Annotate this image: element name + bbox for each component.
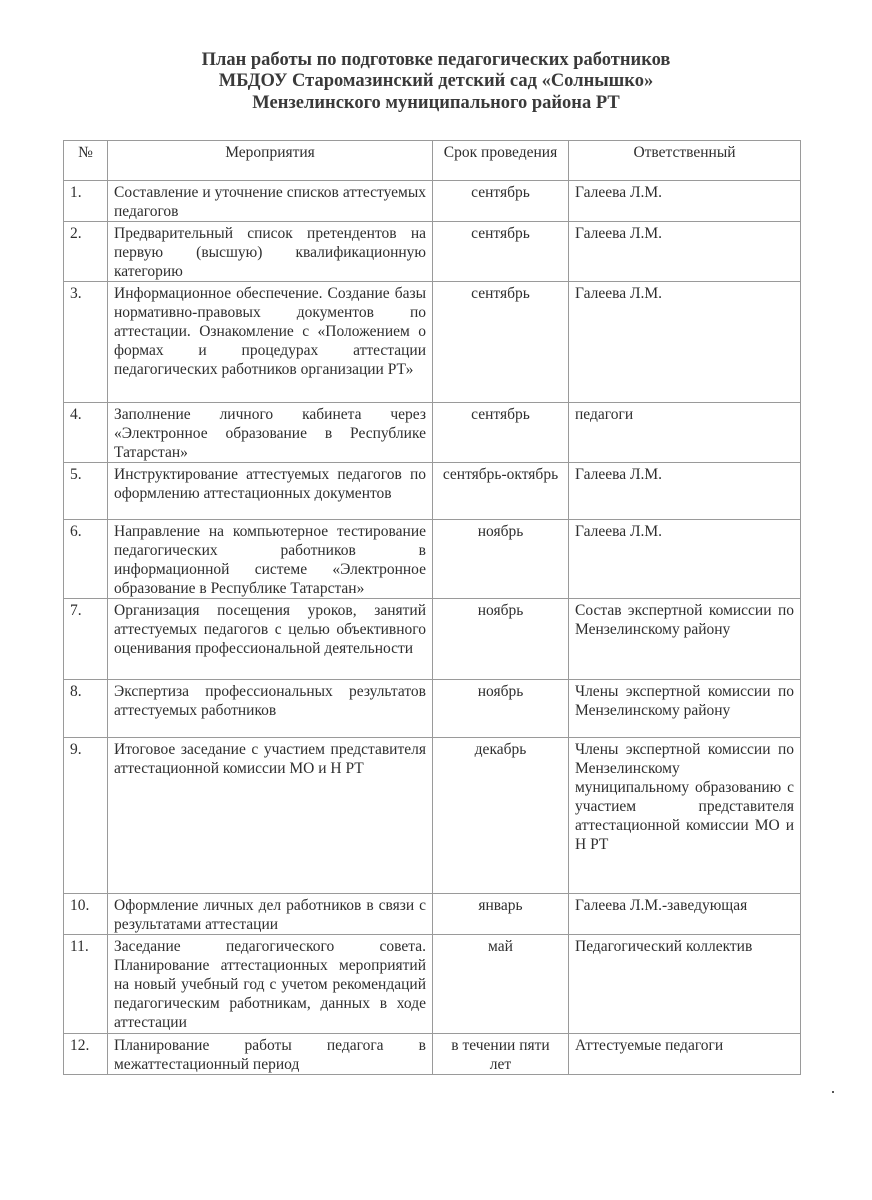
row-number: 8. xyxy=(64,680,108,738)
row-activity: Итоговое заседание с участием представителя аттестационной комиссии МО и Н РТ xyxy=(108,738,433,894)
table-row xyxy=(64,1034,801,1075)
row-responsible: Галеева Л.М. xyxy=(569,181,801,222)
plan-table xyxy=(63,140,801,1075)
row-activity: Информационное обеспечение. Создание базы нормативно-правовых документов по аттестации. Ознакомление с «Положением о формах и процедурах аттестации педагогических работников организации РТ» xyxy=(108,282,433,403)
row-responsible: Члены экспертной комиссии по Мензелинскому муниципальному образованию с участием представителя аттестационной комиссии МО и Н РТ xyxy=(569,738,801,894)
table-row xyxy=(64,599,801,680)
table-row xyxy=(64,935,801,1034)
row-number: 3. xyxy=(64,282,108,403)
row-term: ноябрь xyxy=(433,680,569,738)
row-term: в течении пяти лет xyxy=(433,1034,569,1075)
table-row xyxy=(64,680,801,738)
header-activity: Мероприятия xyxy=(108,141,433,181)
row-term: сентябрь xyxy=(433,282,569,403)
row-number: 2. xyxy=(64,222,108,282)
table-row xyxy=(64,463,801,520)
table-row xyxy=(64,181,801,222)
row-activity: Заседание педагогического совета. Планирование аттестационных мероприятий на новый учебный год с учетом рекомендаций педагогическим работникам, данных в ходе аттестации xyxy=(108,935,433,1034)
scan-speck xyxy=(832,1091,834,1093)
row-term: январь xyxy=(433,894,569,935)
table-row xyxy=(64,738,801,894)
document-title-line-3: Мензелинского муниципального района РТ xyxy=(252,93,620,113)
row-responsible: Галеева Л.М. xyxy=(569,282,801,403)
row-term: сентябрь xyxy=(433,222,569,282)
row-activity: Оформление личных дел работников в связи с результатами аттестации xyxy=(108,894,433,935)
row-term: ноябрь xyxy=(433,520,569,599)
row-number: 11. xyxy=(64,935,108,1034)
row-responsible: Состав экспертной комиссии по Мензелинскому району xyxy=(569,599,801,680)
row-activity: Планирование работы педагога в межаттестационный период xyxy=(108,1034,433,1075)
row-number: 7. xyxy=(64,599,108,680)
table-row xyxy=(64,894,801,935)
row-responsible: Галеева Л.М. xyxy=(569,463,801,520)
row-number: 1. xyxy=(64,181,108,222)
row-term: декабрь xyxy=(433,738,569,894)
table-row xyxy=(64,403,801,463)
row-number: 4. xyxy=(64,403,108,463)
row-responsible: Аттестуемые педагоги xyxy=(569,1034,801,1075)
table-row xyxy=(64,520,801,599)
row-number: 10. xyxy=(64,894,108,935)
row-activity: Составление и уточнение списков аттестуемых педагогов xyxy=(108,181,433,222)
header-responsible: Ответственный xyxy=(569,141,801,181)
row-activity: Предварительный список претендентов на первую (высшую) квалификационную категорию xyxy=(108,222,433,282)
row-number: 5. xyxy=(64,463,108,520)
row-responsible: Педагогический коллектив xyxy=(569,935,801,1034)
header-num: № xyxy=(64,141,108,181)
row-term: сентябрь xyxy=(433,403,569,463)
row-activity: Направление на компьютерное тестирование педагогических работников в информационной системе «Электронное образование в Республике Татарстан» xyxy=(108,520,433,599)
row-responsible: Члены экспертной комиссии по Мензелинскому району xyxy=(569,680,801,738)
row-activity: Инструктирование аттестуемых педагогов по оформлению аттестационных документов xyxy=(108,463,433,520)
row-responsible: Галеева Л.М. xyxy=(569,520,801,599)
document-title-line-1: План работы по подготовке педагогических работников xyxy=(201,50,671,70)
row-responsible: Галеева Л.М. xyxy=(569,222,801,282)
table-row xyxy=(64,222,801,282)
row-responsible: Галеева Л.М.-заведующая xyxy=(569,894,801,935)
row-number: 9. xyxy=(64,738,108,894)
row-number: 6. xyxy=(64,520,108,599)
row-responsible: педагоги xyxy=(569,403,801,463)
row-term: ноябрь xyxy=(433,599,569,680)
row-activity: Организация посещения уроков, занятий аттестуемых педагогов с целью объективного оценивания профессиональной деятельности xyxy=(108,599,433,680)
header-term: Срок проведения xyxy=(433,141,569,181)
row-term: май xyxy=(433,935,569,1034)
table-row xyxy=(64,282,801,403)
row-activity: Заполнение личного кабинета через «Электронное образование в Республике Татарстан» xyxy=(108,403,433,463)
row-activity: Экспертиза профессиональных результатов аттестуемых работников xyxy=(108,680,433,738)
row-number: 12. xyxy=(64,1034,108,1075)
row-term: сентябрь xyxy=(433,181,569,222)
row-term: сентябрь-октябрь xyxy=(433,463,569,520)
document-title-line-2: МБДОУ Старомазинский детский сад «Солнышко» xyxy=(218,71,654,91)
table-header-row xyxy=(64,141,801,181)
